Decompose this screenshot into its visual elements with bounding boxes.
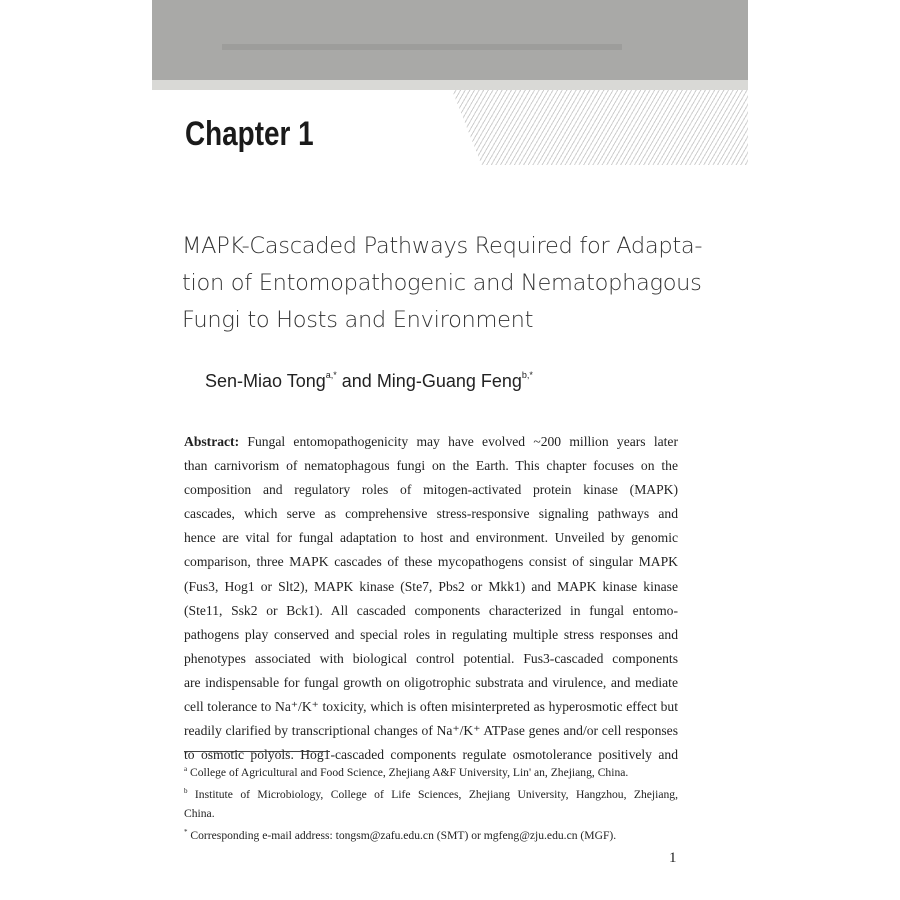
footnote-a	[184, 760, 678, 782]
header-band-stripe	[152, 80, 748, 90]
header-band	[152, 0, 748, 80]
header-faded-text	[222, 44, 622, 50]
author-affiliation-mark: a,*	[325, 370, 337, 380]
author-affiliation-mark: b,*	[521, 370, 533, 380]
abstract-line: phenotypes associated with biological control potential. Fus3-cascaded components	[184, 650, 678, 666]
chapter-heading: Chapter 1	[185, 115, 314, 153]
abstract-text: Fungal entomopathogenicity may have evolved ~200 million years later	[239, 434, 678, 449]
abstract-line: (Fus3, Hog1 or Slt2), MAPK kinase (Ste7, Pbs2 or Mkk1) and MAPK kinase kinase	[184, 578, 678, 594]
author-name: Sen-Miao Tong	[205, 371, 326, 391]
footnotes	[184, 760, 678, 845]
abstract-line: cascades, which serve as comprehensive stress-responsive signaling pathways and	[184, 506, 678, 522]
book-page	[152, 0, 748, 900]
abstract-line: cell tolerance to Na⁺/K⁺ toxicity, which is often misinterpreted as hyperosmotic effect but	[184, 699, 678, 715]
footnote-corresponding	[184, 823, 678, 845]
footnote-mark: b	[184, 787, 188, 795]
authors	[205, 370, 533, 392]
abstract-line: comparison, three MAPK cascades of these mycopathogens consist of singular MAPK	[184, 554, 678, 570]
footnote-mark: *	[184, 828, 188, 836]
abstract-line: hence are vital for fungal adaptation to host and environment. Unveiled by genomic	[184, 530, 678, 546]
page-number: 1	[669, 850, 677, 866]
abstract-line: (Ste11, Ssk2 or Bck1). All cascaded components characterized in fungal entomo-	[184, 602, 678, 618]
abstract-line: composition and regulatory roles of mitogen-activated protein kinase (MAPK)	[184, 482, 678, 498]
footnote-rule	[184, 751, 330, 752]
title-line: MAPK-Cascaded Pathways Required for Adapta-	[182, 233, 703, 259]
title-line: tion of Entomopathogenic and Nematophagous	[182, 270, 702, 296]
abstract-line: pathogens play conserved and special roles in regulating multiple stress responses and	[184, 626, 678, 642]
abstract-line: are indispensable for fungal growth on oligotrophic substrata and virulence, and mediate	[184, 674, 678, 690]
footnote-text: College of Agricultural and Food Science, Zhejiang A&F University, Lin' an, Zhejiang, China.	[190, 766, 629, 779]
chapter-title	[182, 228, 702, 339]
footnote-mark: a	[184, 765, 188, 773]
abstract	[184, 430, 678, 767]
abstract-line: readily clarified by transcriptional changes of Na⁺/K⁺ ATPase genes and/or cell responses	[184, 723, 678, 739]
footnote-text: Institute of Microbiology, College of Life Sciences, Zhejiang University, Hangzhou, Zhejiang,	[194, 788, 679, 801]
header-hatch-decoration	[452, 90, 748, 165]
abstract-line: than carnivorism of nematophagous fungi on the Earth. This chapter focuses on the	[184, 458, 678, 474]
footnote-text: Corresponding e-mail address: tongsm@zafu.edu.cn (SMT) or mgfeng@zju.edu.cn (MGF).	[190, 829, 617, 842]
author-conjunction: and	[336, 371, 377, 391]
footnote-b-cont: China.	[184, 807, 215, 820]
title-line: Fungi to Hosts and Environment	[182, 307, 534, 333]
footnote-b	[184, 782, 678, 804]
abstract-label: Abstract:	[184, 434, 240, 449]
abstract-line: to osmotic polyols. Hog1-cascaded components regulate osmotolerance positively and	[184, 747, 678, 763]
author-name: Ming-Guang Feng	[376, 371, 522, 391]
abstract-line	[184, 430, 678, 454]
